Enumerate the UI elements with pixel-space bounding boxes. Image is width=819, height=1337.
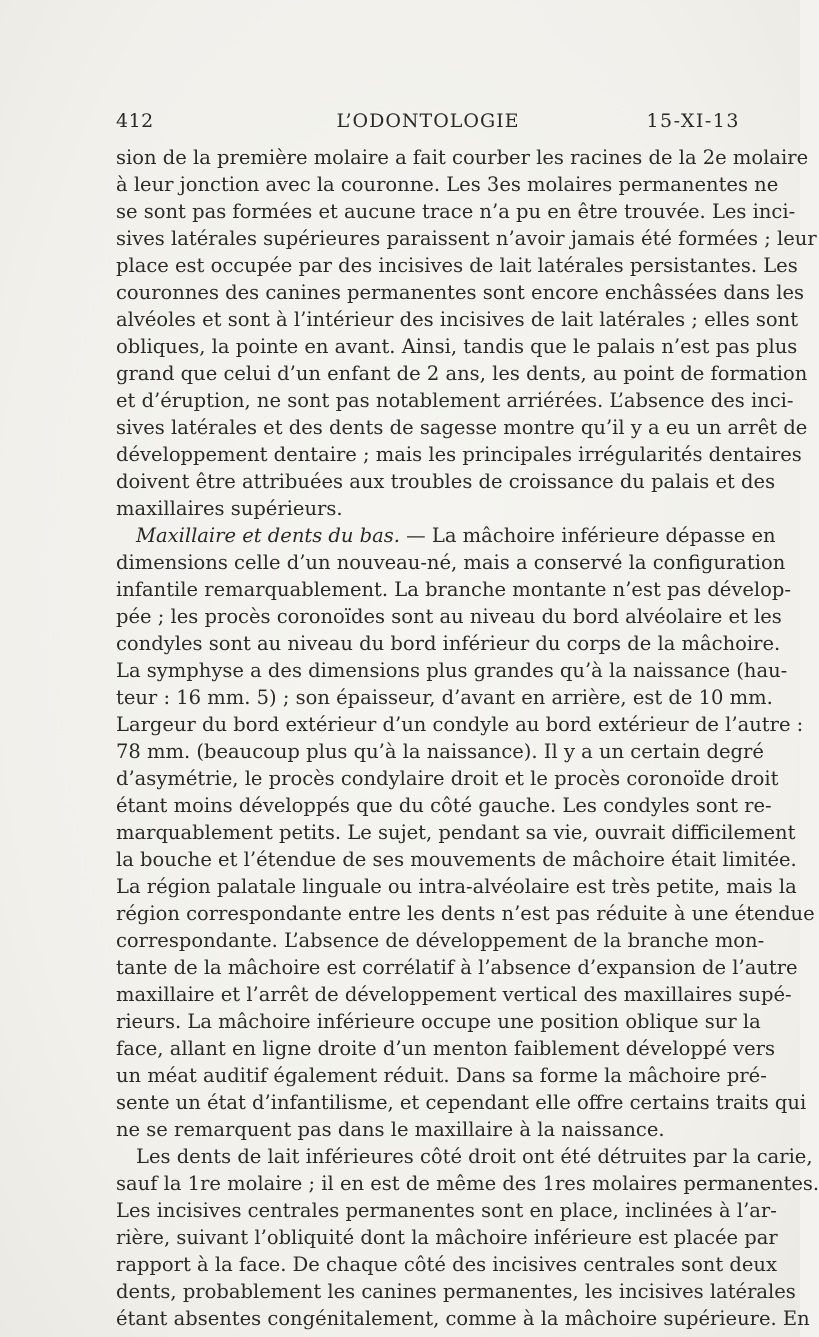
- text-line: La symphyse a des dimensions plus grandes qu’à la naissance (hau-: [116, 659, 788, 682]
- text-line: région correspondante entre les dents n’est pas réduite à une étendue: [116, 902, 815, 925]
- text-line: se sont pas formées et aucune trace n’a pu en être trouvée. Les inci-: [116, 200, 796, 223]
- text-line: marquablement petits. Le sujet, pendant sa vie, ouvrait difficilement: [116, 821, 796, 844]
- text-line: 78 mm. (beaucoup plus qu’à la naissance). Il y a un certain degré: [116, 740, 764, 763]
- text-line: rapport à la face. De chaque côté des incisives centrales sont deux: [116, 1253, 777, 1276]
- page-number: 412: [116, 110, 154, 132]
- issue-date: 15-XI-13: [646, 110, 740, 132]
- running-head: [116, 110, 740, 140]
- section-heading-line: Maxillaire et dents du bas. — La mâchoire inférieure dépasse en: [136, 524, 776, 547]
- text-line: à leur jonction avec la couronne. Les 3es molaires permanentes ne: [116, 173, 779, 196]
- text-line: infantile remarquablement. La branche montante n’est pas dévelop-: [116, 578, 791, 601]
- text-line: rieurs. La mâchoire inférieure occupe une position oblique sur la: [116, 1010, 761, 1033]
- text-line: teur : 16 mm. 5) ; son épaisseur, d’avant en arrière, est de 10 mm.: [116, 686, 773, 709]
- text-line: sion de la première molaire a fait courber les racines de la 2e molaire: [116, 146, 809, 169]
- text-line: sauf la 1re molaire ; il en est de même des 1res molaires permanentes.: [116, 1172, 819, 1195]
- text-line: maxillaires supérieurs.: [116, 497, 343, 520]
- text-line: un méat auditif également réduit. Dans sa forme la mâchoire pré-: [116, 1064, 767, 1087]
- text-line: Les dents de lait inférieures côté droit ont été détruites par la carie,: [136, 1145, 813, 1168]
- body-text: [116, 144, 819, 1332]
- text-line: face, allant en ligne droite d’un menton faiblement développé vers: [116, 1037, 775, 1060]
- text-line: rière, suivant l’obliquité dont la mâchoire inférieure est placée par: [116, 1226, 778, 1249]
- text-line: ne se remarquent pas dans le maxillaire à la naissance.: [116, 1118, 665, 1141]
- section-heading-italic: Maxillaire et dents du bas.: [136, 524, 400, 547]
- text-line: tante de la mâchoire est corrélatif à l’absence d’expansion de l’autre: [116, 956, 798, 979]
- text-line: correspondante. L’absence de développement de la branche mon-: [116, 929, 765, 952]
- text-line: la bouche et l’étendue de ses mouvements de mâchoire était limitée.: [116, 848, 797, 871]
- text-line: alvéoles et sont à l’intérieur des incisives de lait latérales ; elles sont: [116, 308, 799, 331]
- text-line: Largeur du bord extérieur d’un condyle au bord extérieur de l’autre :: [116, 713, 804, 736]
- text-line: étant moins développés que du côté gauche. Les condyles sont re-: [116, 794, 772, 817]
- text-line: pée ; les procès coronoïdes sont au niveau du bord alvéolaire et les: [116, 605, 782, 628]
- text-line: développement dentaire ; mais les principales irrégularités dentaires: [116, 443, 802, 466]
- text-line: condyles sont au niveau du bord inférieur du corps de la mâchoire.: [116, 632, 781, 655]
- text-line: grand que celui d’un enfant de 2 ans, les dents, au point de formation: [116, 362, 808, 385]
- text-line: d’asymétrie, le procès condylaire droit et le procès coronoïde droit: [116, 767, 779, 790]
- text-line: dimensions celle d’un nouveau-né, mais a conservé la configuration: [116, 551, 786, 574]
- text-line: et d’éruption, ne sont pas notablement arriérées. L’absence des inci-: [116, 389, 794, 412]
- text-line: sente un état d’infantilisme, et cependant elle offre certains traits qui: [116, 1091, 807, 1114]
- text-line: La région palatale linguale ou intra-alvéolaire est très petite, mais la: [116, 875, 797, 898]
- text-line: sives latérales et des dents de sagesse montre qu’il y a eu un arrêt de: [116, 416, 808, 439]
- text-line: maxillaire et l’arrêt de développement vertical des maxillaires supé-: [116, 983, 792, 1006]
- text-line: dents, probablement les canines permanentes, les incisives latérales: [116, 1280, 796, 1303]
- text-line: doivent être attribuées aux troubles de croissance du palais et des: [116, 470, 776, 493]
- text-line: couronnes des canines permanentes sont encore enchâssées dans les: [116, 281, 805, 304]
- text-line: étant absentes congénitalement, comme à la mâchoire supérieure. En: [116, 1307, 810, 1330]
- text-line: sives latérales supérieures paraissent n’avoir jamais été formées ; leur: [116, 227, 817, 250]
- text-line: Les incisives centrales permanentes sont en place, inclinées à l’ar-: [116, 1199, 777, 1222]
- journal-title: L’ODONTOLOGIE: [336, 110, 520, 132]
- text-line: obliques, la pointe en avant. Ainsi, tandis que le palais n’est pas plus: [116, 335, 798, 358]
- text-line: place est occupée par des incisives de lait latérales persistantes. Les: [116, 254, 798, 277]
